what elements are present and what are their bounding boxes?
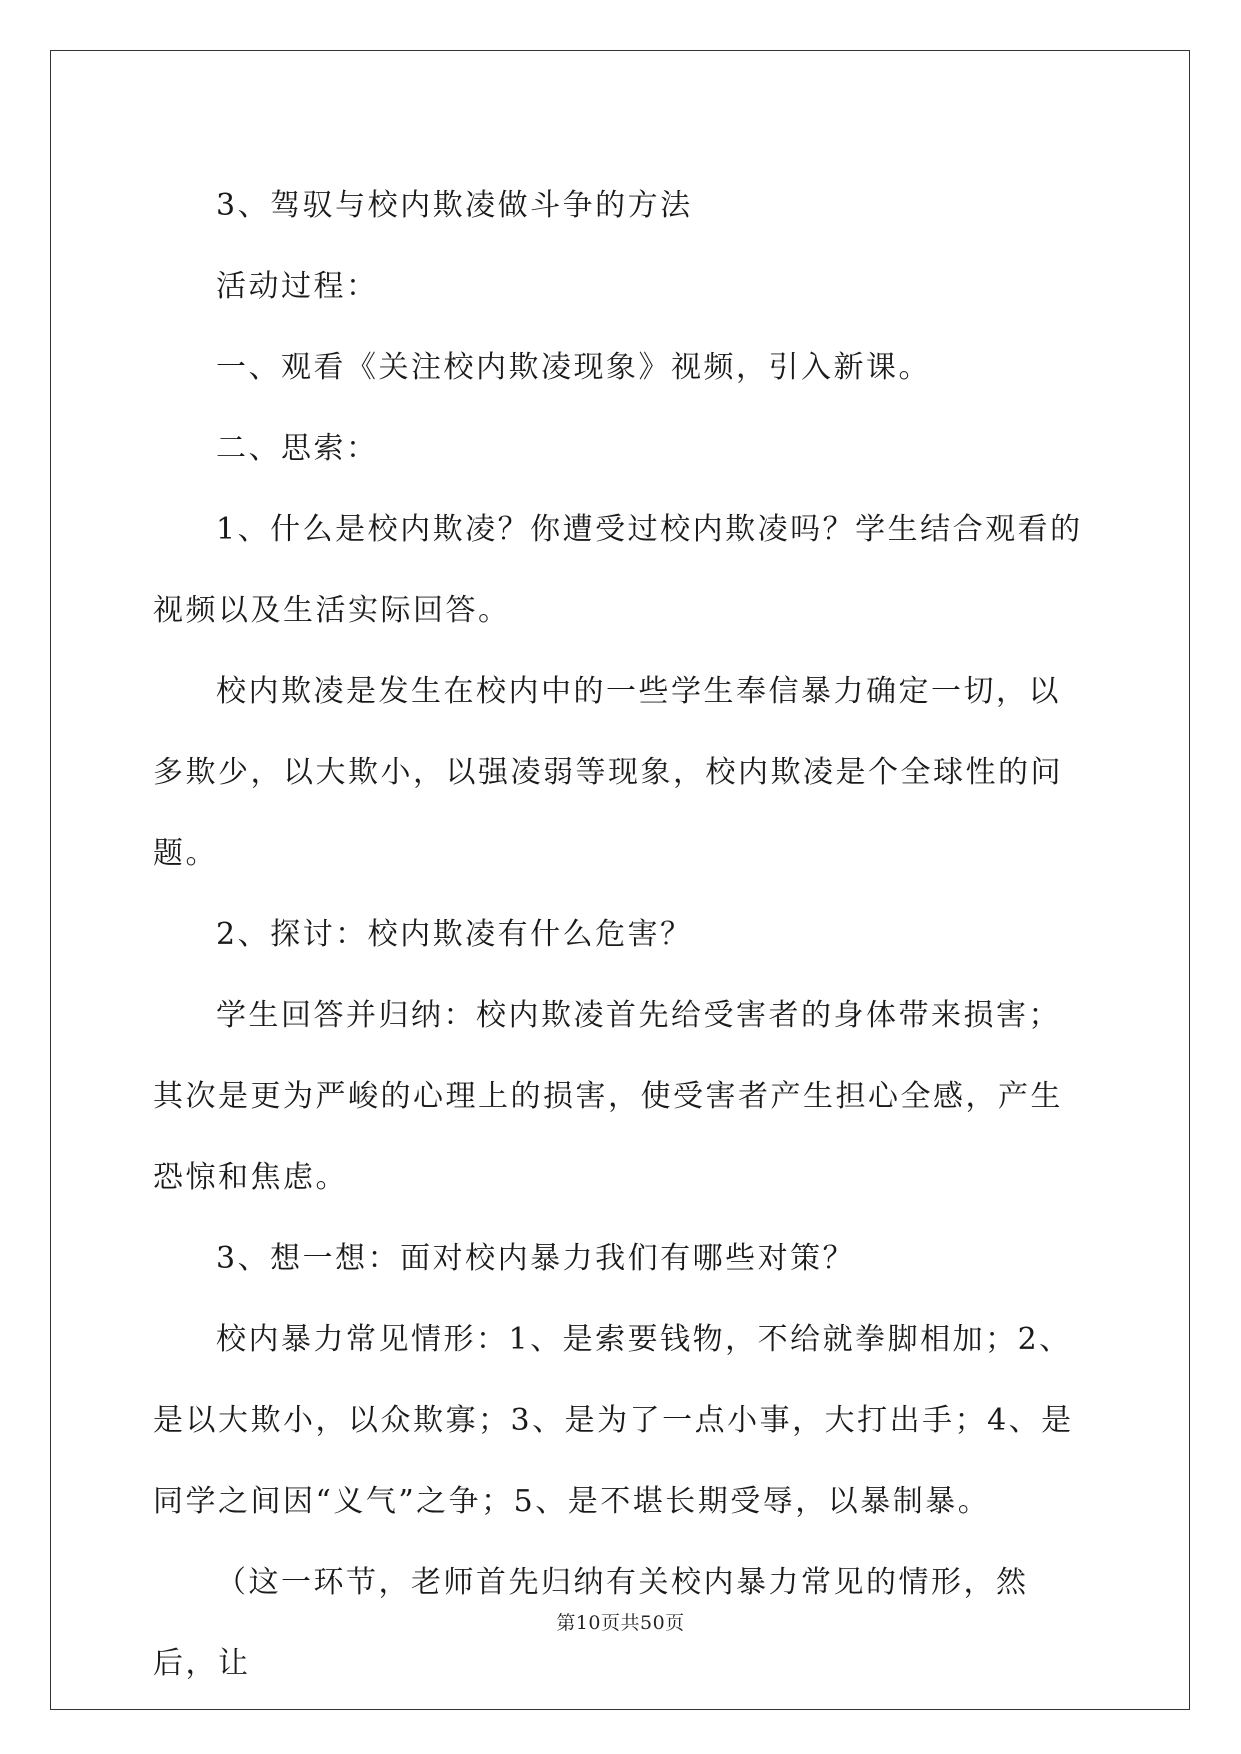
current-page-number: 第10页 <box>556 1612 621 1634</box>
paragraph-harm-summary: 学生回答并归纳：校内欺凌首先给受害者的身体带来损害；其次是更为严峻的心理上的损害，使受害者产生担心全感，产生恐惊和焦虑。 <box>153 998 1063 1195</box>
total-page-count: 共50页 <box>620 1612 685 1634</box>
paragraph-common-situations: 校内暴力常见情形：1、是索要钱物，不给就拳脚相加；2、是以大欺小，以众欺寡；3、是为了一点小事，大打出手；4、是同学之间因“义气”之争；5、是不堪长期受辱，以暴制暴。 <box>153 1322 1074 1519</box>
document-body <box>153 165 1093 1704</box>
paragraph-teacher-note: （这一环节，老师首先归纳有关校内暴力常见的情形，然后，让 <box>153 1565 1029 1681</box>
paragraph-question-2: 2、探讨：校内欺凌有什么危害？ <box>216 917 693 952</box>
paragraph-question-1: 1、什么是校内欺凌？你遭受过校内欺凌吗？学生结合观看的视频以及生活实际回答。 <box>153 512 1083 628</box>
page-footer <box>0 1608 1241 1635</box>
paragraph-question-3: 3、想一想：面对校内暴力我们有哪些对策？ <box>216 1241 856 1276</box>
paragraph-definition: 校内欺凌是发生在校内中的一些学生奉信暴力确定一切，以多欺少，以大欺小，以强凌弱等现象，校内欺凌是个全球性的问题。 <box>153 674 1063 871</box>
paragraph-step-two: 二、思索： <box>216 431 379 466</box>
paragraph-activity-process: 活动过程： <box>216 269 379 304</box>
paragraph-section-3-heading: 3、驾驭与校内欺凌做斗争的方法 <box>216 188 693 223</box>
paragraph-step-one: 一、观看《关注校内欺凌现象》视频，引入新课。 <box>216 350 931 385</box>
